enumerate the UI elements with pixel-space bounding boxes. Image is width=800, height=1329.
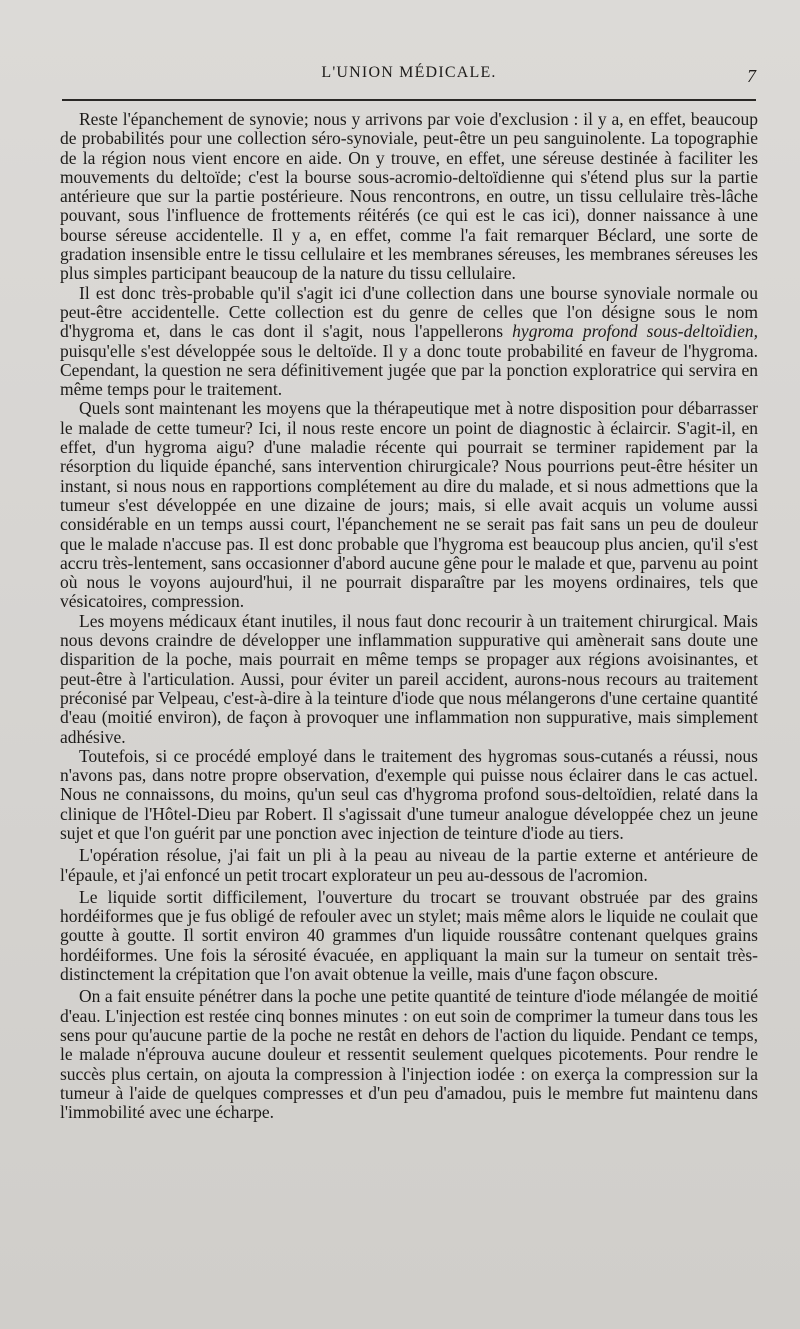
paragraph-7: Le liquide sortit difficilement, l'ouverture du trocart se trouvant obstruée par des grains hordéiformes que je fus obligé de refouler avec un stylet; mais même alors le liquide ne coulait que goutte à goutte. Il sortit environ 40 grammes d'un liquide roussâtre contenant quelques grains hordéiformes. Une fois la sérosité évacuée, en appliquant la main sur la tumeur on sentait très-distinctement la crépitation que l'on avait obtenue la veille, mais d'une façon obscure. xyxy=(60,886,758,985)
page-header xyxy=(62,64,756,90)
paragraph-6: L'opération résolue, j'ai fait un pli à la peau au niveau de la partie externe et antérieure de l'épaule, et j'ai enfoncé un petit trocart explorateur un peu au-dessous de l'acromion. xyxy=(60,845,758,885)
paragraph-2-after: puisqu'elle s'est développée sous le deltoïde. Il y a donc toute probabilité en faveur de l'hygroma. Cependant, la question ne sera définitivement jugée que par la ponction exploratrice qui servira en même temps pour le traitement. xyxy=(60,340,758,400)
paragraph-5: Toutefois, si ce procédé employé dans le traitement des hygromas sous-cutanés a réussi, nous n'avons pas, dans notre propre observation, d'exemple qui puisse nous éclairer dans le cas actuel. Nous ne connaissons, du moins, qu'un seul cas d'hygroma profond sous-deltoïdien, relaté dans la clinique de l'Hôtel-Dieu par Robert. Il s'agissait d'une tumeur analogue développée chez un jeune sujet et que l'on guérit par une ponction avec injection de teinture d'iode au tiers. xyxy=(60,745,758,843)
header-rule xyxy=(62,99,756,101)
page-number: 7 xyxy=(747,66,756,86)
article-body xyxy=(60,110,758,1122)
paragraph-4: Les moyens médicaux étant inutiles, il nous faut donc recourir à un traitement chirurgical. Mais nous devons craindre de développer une inflammation suppurative qui amènerait sans doute une disparition de la poche, mais pourrait en même temps se propager aux régions avoisinantes, et peut-être à l'articulation. Aussi, pour éviter un pareil accident, aurons-nous recours au traitement préconisé par Velpeau, c'est-à-dire à la teinture d'iode que nous mélangerons d'une certaine quantité d'eau (moitié environ), de façon à provoquer une inflammation non suppurative, mais simplement adhésive. xyxy=(60,610,758,747)
paragraph-2-italic-term: hygroma profond sous-deltoïdien, xyxy=(512,321,758,342)
paragraph-2-before: Il est donc très-probable qu'il s'agit ici d'une collection dans une bourse synoviale normale ou peut-être accidentelle. Cette collection est du genre de celles que l'on désigne sous le nom d'hygroma et, dans le cas dont il s'agit, nous l'appellerons xyxy=(60,282,758,342)
paragraph-3: Quels sont maintenant les moyens que la thérapeutique met à notre disposition pour débarrasser le malade de cette tumeur? Ici, il nous reste encore un point de diagnostic à éclaircir. S'agit-il, en effet, d'un hygroma aigu? d'une maladie récente qui pourrait se terminer rapidement par la résorption du liquide épanché, sans intervention chirurgicale? Nous pourrions peut-être hésiter un instant, si nous nous en rapportions complétement au dire du malade, et si nous admettions que la tumeur s'est développée en une dizaine de jours; mais, si elle avait acquis un volume aussi considérable en un temps aussi court, l'épanchement ne se serait pas fait sans un peu de douleur que le malade n'accuse pas. Il est donc probable que l'hygroma est beaucoup plus ancien, qu'il s'est accru très-lentement, sans occasionner d'abord aucune gêne pour le malade et que, parvenu au point où nous le voyons aujourd'hui, il ne pourrait disparaître par les moyens ordinaires, tels que vésicatoires, compression. xyxy=(60,398,759,612)
paragraph-1: Reste l'épanchement de synovie; nous y arrivons par voie d'exclusion : il y a, en effet, beaucoup de probabilités pour une collection séro-synoviale, peut-être un peu sanguinolente. La topographie de la région nous vient encore en aide. On y trouve, en effet, une séreuse destinée à faciliter les mouvements du deltoïde; c'est la bourse sous-acromio-deltoïdienne qui s'étend plus sur la partie antérieure que sur la partie postérieure. Nous rencontrons, en outre, un tissu cellulaire très-lâche pouvant, sous l'influence de frottements réitérés (ce qui est le cas ici), donner naissance à une bourse séreuse accidentelle. Il y a, en effet, comme l'a fait remarquer Béclard, une sorte de gradation insensible entre le tissu cellulaire et les membranes séreuses, les membranes séreuses les plus simples participant beaucoup de la nature du tissu cellulaire. xyxy=(60,109,758,284)
running-title: L'UNION MÉDICALE. xyxy=(321,64,497,81)
paragraph-8: On a fait ensuite pénétrer dans la poche une petite quantité de teinture d'iode mélangée de moitié d'eau. L'injection est restée cinq bonnes minutes : on eut soin de comprimer la tumeur dans tous les sens pour qu'aucune partie de la poche ne restât en dehors de l'action du liquide. Pendant ce temps, le malade n'éprouva aucune douleur et ressentit seulement quelques picotements. Pour rendre le succès plus certain, on ajouta la compression à l'injection iodée : on exerça la compression sur la tumeur à l'aide de quelques compresses et d'un peu d'amadou, puis le membre fut maintenu dans l'immobilité avec une écharpe. xyxy=(60,986,758,1123)
paragraph-2 xyxy=(60,284,758,400)
